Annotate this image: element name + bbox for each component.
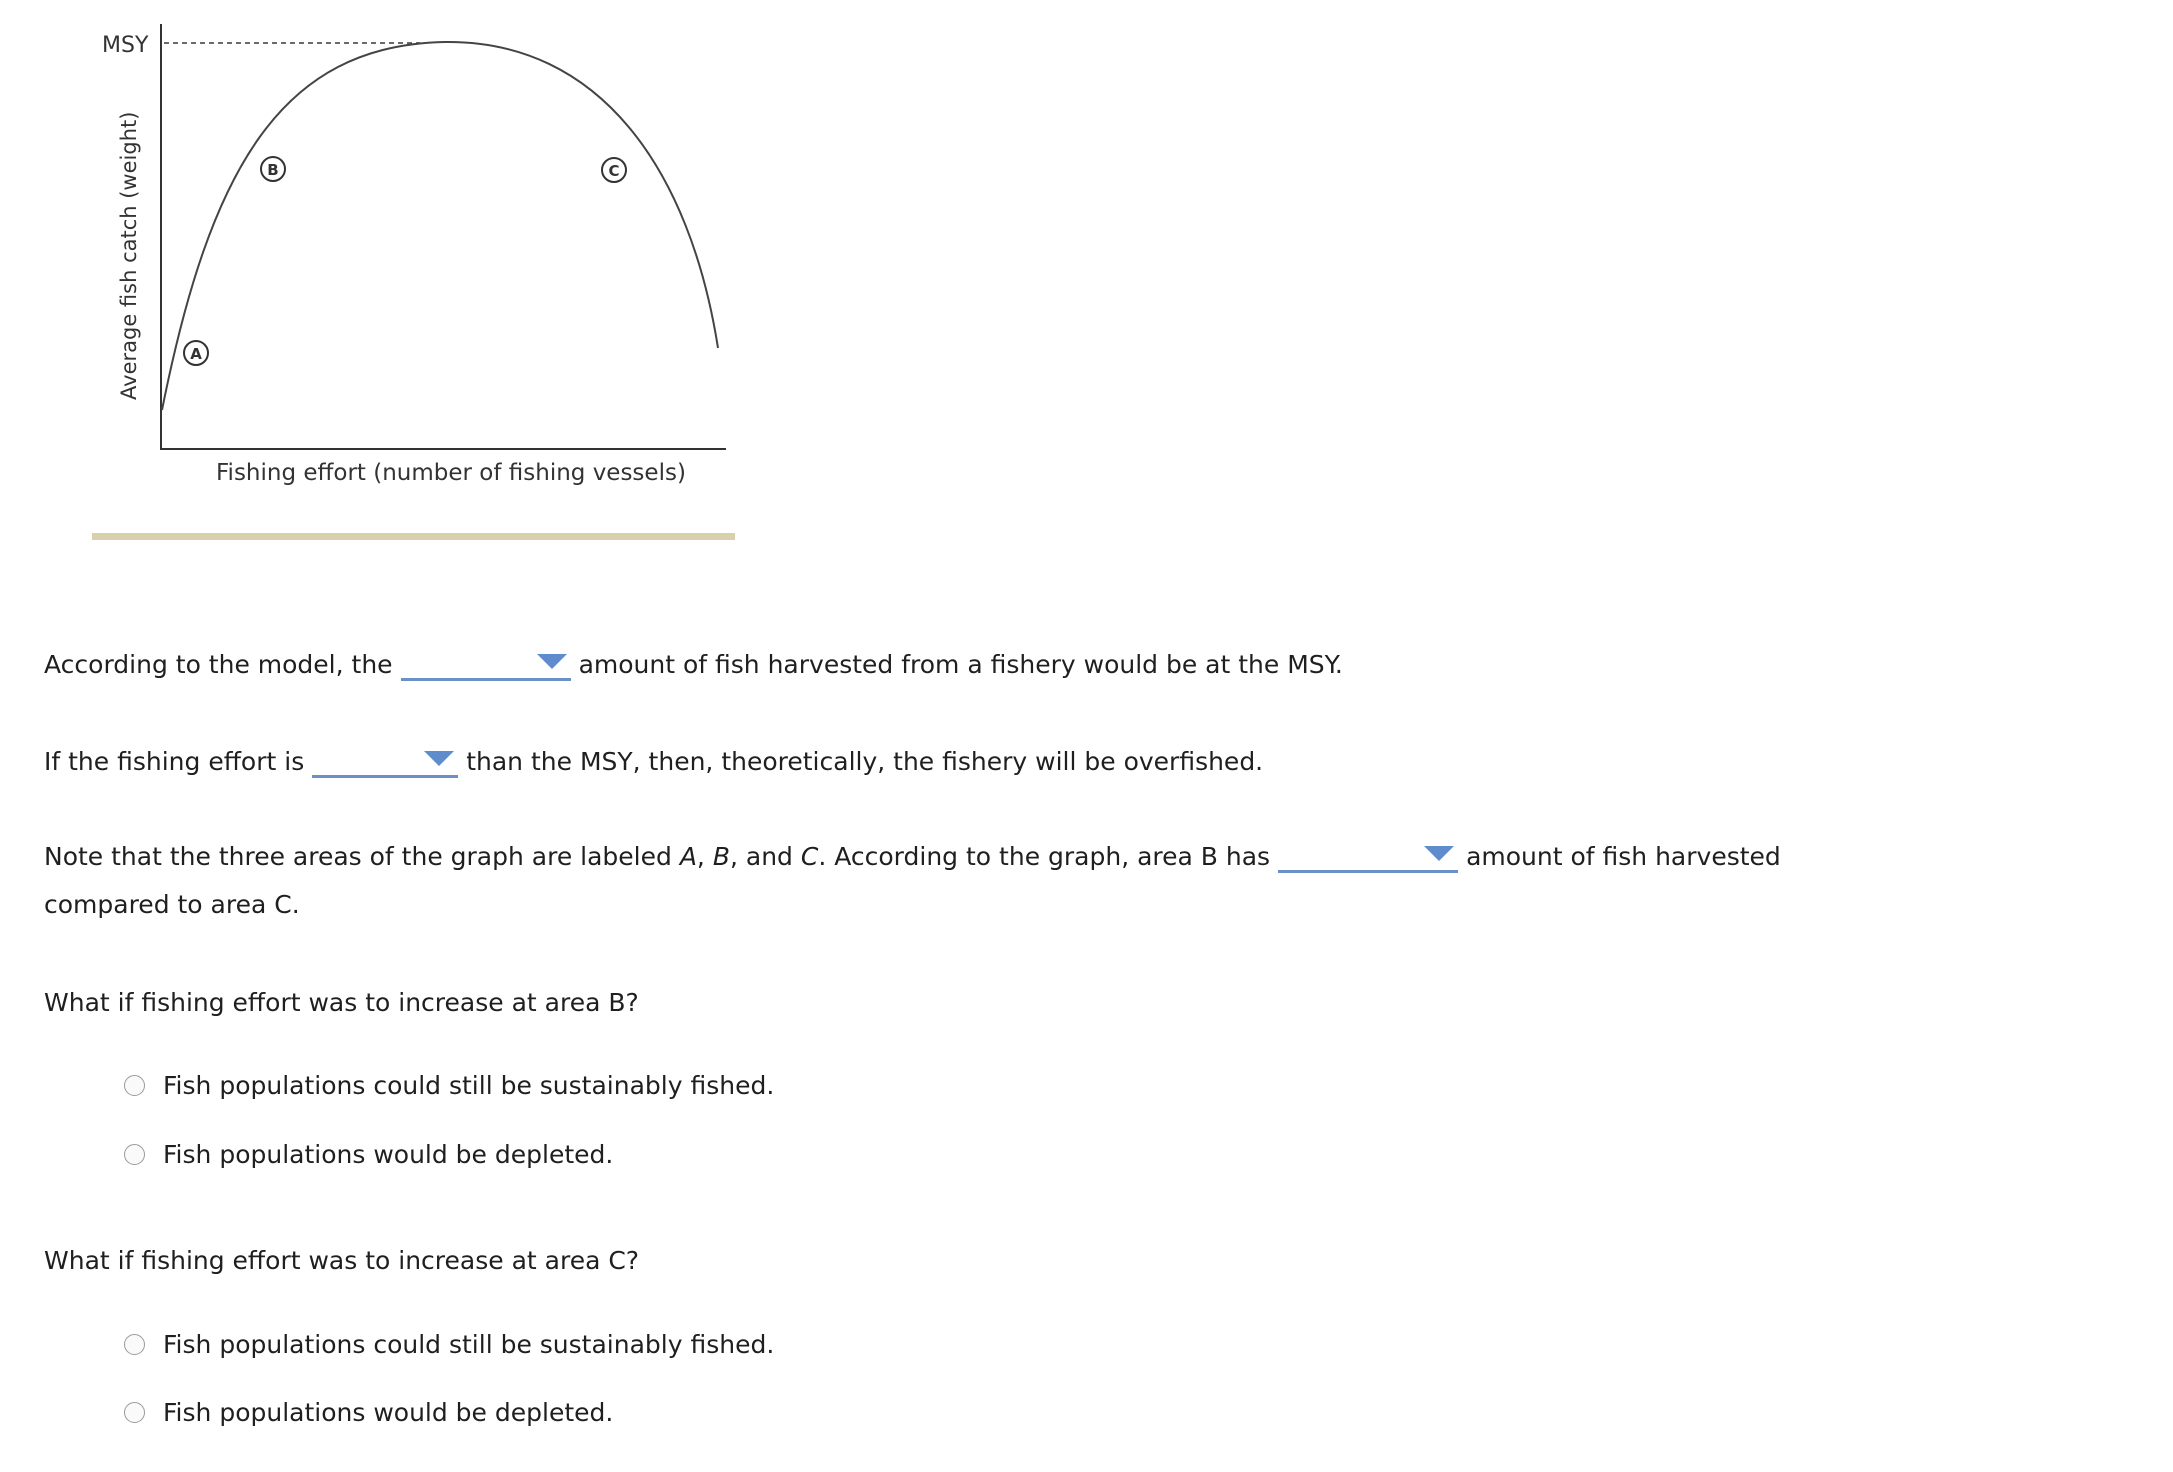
question-5-prompt: What if fishing effort was to increase at area C? (44, 1246, 640, 1275)
question-3 (44, 833, 1894, 929)
q3-text-part1: Note that the three areas of the graph are labeled (44, 842, 672, 871)
yield-curve (162, 42, 718, 410)
graph-divider (92, 533, 735, 540)
y-axis-label: Average fish catch (weight) (117, 111, 141, 400)
x-axis-label: Fishing effort (number of fishing vessels) (216, 460, 686, 486)
area-label-a (184, 341, 208, 365)
q5-option-2-label: Fish populations would be depleted. (163, 1397, 614, 1427)
q4-option-2-label: Fish populations would be depleted. (163, 1139, 614, 1169)
radio-button[interactable] (124, 1402, 145, 1423)
chevron-down-icon (424, 751, 454, 766)
q3-label-c: C (800, 842, 819, 871)
q2-dropdown[interactable] (312, 743, 458, 778)
area-label-c-text: C (608, 162, 620, 180)
area-label-b (261, 157, 285, 181)
area-label-a-text: A (190, 345, 202, 363)
question-4-prompt: What if fishing effort was to increase at area B? (44, 988, 639, 1017)
q1-text-after: amount of fish harvested from a fishery would be at the MSY. (578, 650, 1343, 679)
question-1 (44, 646, 1343, 682)
radio-button[interactable] (124, 1144, 145, 1165)
q2-text-before: If the fishing effort is (44, 747, 305, 776)
q4-option-1-label: Fish populations could still be sustainably fished. (163, 1070, 775, 1100)
q2-text-after: than the MSY, then, theoretically, the fishery will be overfished. (466, 747, 1264, 776)
q3-sep-2: , and (729, 842, 793, 871)
area-label-c (602, 158, 626, 182)
question-2 (44, 743, 1263, 779)
q3-label-a: A (679, 842, 697, 871)
q5-option-1-label: Fish populations could still be sustainably fished. (163, 1329, 775, 1359)
q3-dropdown[interactable] (1278, 838, 1458, 873)
msy-graph (0, 0, 780, 560)
q1-dropdown[interactable] (401, 646, 571, 681)
q4-option-2[interactable] (124, 1137, 613, 1171)
q1-text-before: According to the model, the (44, 650, 393, 679)
q3-text-part2: . According to the graph, area B has (818, 842, 1271, 871)
chevron-down-icon (1424, 846, 1454, 861)
radio-button[interactable] (124, 1075, 145, 1096)
chevron-down-icon (537, 654, 567, 669)
msy-label: MSY (102, 33, 149, 58)
radio-button[interactable] (124, 1334, 145, 1355)
area-label-b-text: B (267, 161, 279, 179)
q3-label-b: B (712, 842, 730, 871)
q3-sep-1: , (696, 842, 705, 871)
q5-option-2[interactable] (124, 1395, 613, 1429)
q5-option-1[interactable] (124, 1327, 774, 1361)
q3-text-after: amount of fish harvested compared to area C. (44, 842, 1781, 919)
q4-option-1[interactable] (124, 1068, 774, 1102)
